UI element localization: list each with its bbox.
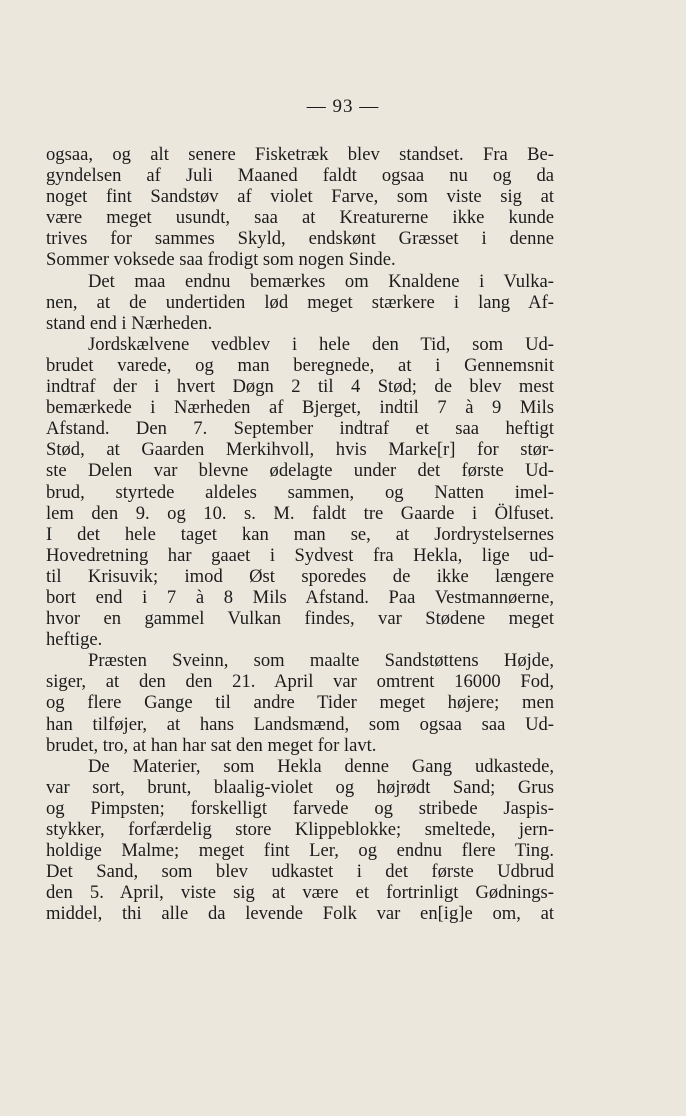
text-line: hvor en gammel Vulkan findes, var Stødene meget: [46, 608, 554, 630]
text-line: han tilføjer, at hans Landsmænd, som ogsaa saa Ud-: [46, 713, 554, 735]
text-line: bort end i 7 à 8 Mils Afstand. Paa Vestmannøerne,: [46, 586, 554, 608]
text-line: ste Delen var blevne ødelagte under det første Ud-: [46, 460, 554, 482]
text-line: Det maa endnu bemærkes om Knaldene i Vulka-: [88, 270, 554, 292]
text-line: og flere Gange til andre Tider meget højere; men: [46, 692, 554, 714]
text-line: den 5. April, viste sig at være et fortrinligt Gødnings-: [46, 882, 554, 904]
text-line: stand end i Nærheden.: [46, 312, 213, 334]
text-line: brudet varede, og man beregnede, at i Gennemsnit: [46, 354, 554, 376]
text-line: og Pimpsten; forskelligt farvede og stribede Jaspis-: [46, 797, 554, 819]
text-line: Sommer voksede saa frodigt som nogen Sinde.: [46, 249, 396, 271]
text-line: brud, styrtede aldeles sammen, og Natten imel-: [46, 481, 554, 503]
text-line: siger, at den den 21. April var omtrent 16000 Fod,: [46, 671, 554, 693]
text-line: noget fint Sandstøv af violet Farve, som viste sig at: [46, 186, 554, 208]
text-line: heftige.: [46, 629, 103, 651]
text-line: lem den 9. og 10. s. M. faldt tre Gaarde i Ölfuset.: [46, 502, 554, 524]
text-line: I det hele taget kan man se, at Jordrystelsernes: [46, 523, 554, 545]
text-line: middel, thi alle da levende Folk var en[ig]e om, at: [46, 903, 554, 925]
text-line: til Krisuvik; imod Øst sporedes de ikke længere: [46, 565, 554, 587]
text-line: Præsten Sveinn, som maalte Sandstøttens Højde,: [88, 650, 554, 672]
body-text: [46, 144, 554, 924]
text-line: var sort, brunt, blaalig-violet og højrødt Sand; Grus: [46, 776, 554, 798]
text-line: Afstand. Den 7. September indtraf et saa heftigt: [46, 418, 554, 440]
text-line: stykker, forfærdelig store Klippeblokke; smeltede, jern-: [46, 819, 554, 840]
text-line: ogsaa, og alt senere Fisketræk blev standset. Fra Be-: [46, 144, 554, 165]
text-line: trives for sammes Skyld, endskønt Græsset i denne: [46, 228, 554, 250]
text-line: Hovedretning har gaaet i Sydvest fra Hekla, lige ud-: [46, 544, 554, 566]
text-line: indtraf der i hvert Døgn 2 til 4 Stød; de blev mest: [46, 376, 554, 398]
text-line: være meget usundt, saa at Kreaturerne ikke kunde: [46, 207, 554, 229]
text-line: Jordskælvene vedblev i hele den Tid, som Ud-: [88, 333, 554, 355]
text-line: brudet, tro, at han har sat den meget for lavt.: [46, 734, 377, 756]
text-line: holdige Malme; meget fint Ler, og endnu flere Ting.: [46, 840, 554, 862]
text-line: Det Sand, som blev udkastet i det første Udbrud: [46, 861, 554, 883]
text-line: De Materier, som Hekla denne Gang udkastede,: [88, 755, 554, 777]
text-line: Stød, at Gaarden Merkihvoll, hvis Marke[r] for stør-: [46, 439, 554, 461]
text-line: nen, at de undertiden lød meget stærkere i lang Af-: [46, 291, 554, 313]
text-line: gyndelsen af Juli Maaned faldt ogsaa nu og da: [46, 165, 554, 187]
text-line: bemærkede i Nærheden af Bjerget, indtil 7 à 9 Mils: [46, 397, 554, 419]
page-number: — 93 —: [306, 96, 380, 117]
